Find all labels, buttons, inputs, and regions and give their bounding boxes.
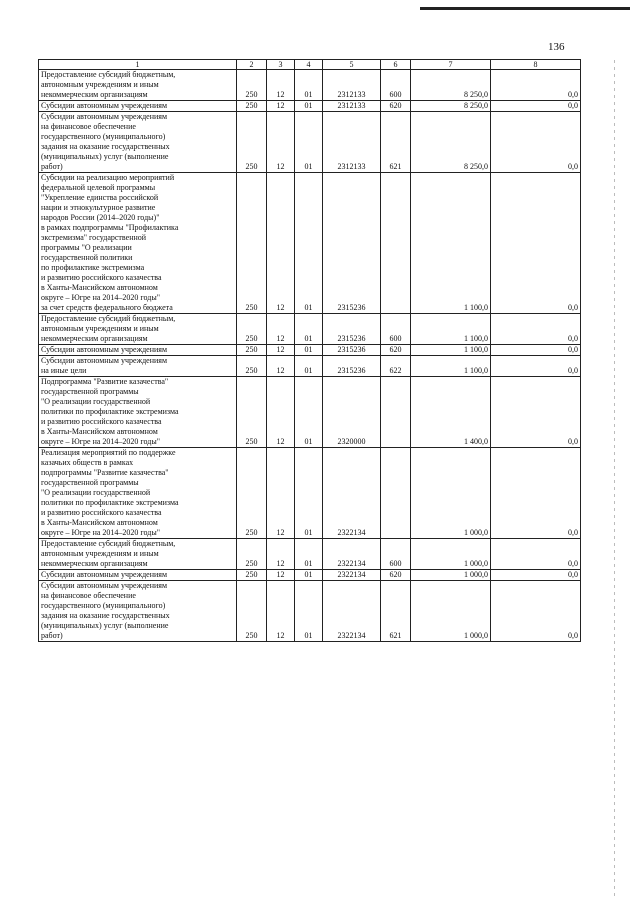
column-header: 5: [323, 60, 381, 70]
cell-target-article: 2312133: [323, 70, 381, 101]
cell-subsection: 01: [295, 581, 323, 642]
table-row: [39, 345, 581, 356]
cell-amount: 1 100,0: [411, 314, 491, 345]
cell-admin-code: 250: [237, 539, 267, 570]
cell-amount: 8 250,0: [411, 70, 491, 101]
row-name: Предоставление субсидий бюджетным, автономным учреждениям и иным некоммерческим организациям: [39, 70, 237, 101]
cell-amount: 1 400,0: [411, 377, 491, 448]
table-row: [39, 112, 581, 173]
cell-amount-federal: 0,0: [491, 101, 581, 112]
row-name: Субсидии автономным учреждениям: [39, 570, 237, 581]
cell-amount: 1 100,0: [411, 345, 491, 356]
row-name: Субсидии автономным учреждениям на иные цели: [39, 356, 237, 377]
row-name: Субсидии автономным учреждениям на финансовое обеспечение государственного (муниципального) задания на оказание государственных (муниципальных) услуг (выполнение работ): [39, 112, 237, 173]
cell-expense-type: 600: [381, 70, 411, 101]
cell-target-article: 2320000: [323, 377, 381, 448]
cell-target-article: 2315236: [323, 173, 381, 314]
cell-amount: 1 000,0: [411, 581, 491, 642]
cell-admin-code: 250: [237, 345, 267, 356]
cell-target-article: 2322134: [323, 570, 381, 581]
cell-section: 12: [267, 345, 295, 356]
cell-section: 12: [267, 101, 295, 112]
cell-admin-code: 250: [237, 173, 267, 314]
cell-section: 12: [267, 112, 295, 173]
column-header: 8: [491, 60, 581, 70]
cell-amount: 1 100,0: [411, 356, 491, 377]
page-number: 136: [548, 41, 565, 53]
cell-subsection: 01: [295, 173, 323, 314]
scan-edge: [614, 60, 615, 900]
cell-amount-federal: 0,0: [491, 112, 581, 173]
cell-admin-code: 250: [237, 356, 267, 377]
cell-amount: 1 000,0: [411, 448, 491, 539]
table-row: [39, 377, 581, 448]
cell-expense-type: [381, 377, 411, 448]
cell-subsection: 01: [295, 539, 323, 570]
cell-section: 12: [267, 356, 295, 377]
cell-expense-type: 621: [381, 581, 411, 642]
cell-expense-type: 621: [381, 112, 411, 173]
cell-amount: 8 250,0: [411, 112, 491, 173]
column-header: 4: [295, 60, 323, 70]
table-row: [39, 314, 581, 345]
row-name: Субсидии автономным учреждениям: [39, 101, 237, 112]
table-row: [39, 581, 581, 642]
cell-target-article: 2312133: [323, 101, 381, 112]
cell-target-article: 2312133: [323, 112, 381, 173]
cell-amount-federal: 0,0: [491, 448, 581, 539]
cell-expense-type: 620: [381, 101, 411, 112]
cell-expense-type: [381, 448, 411, 539]
cell-amount-federal: 0,0: [491, 345, 581, 356]
cell-admin-code: 250: [237, 448, 267, 539]
cell-section: 12: [267, 70, 295, 101]
cell-target-article: 2315236: [323, 356, 381, 377]
cell-subsection: 01: [295, 70, 323, 101]
row-name: Подпрограмма "Развитие казачества" государственной программы "О реализации государственной политики по профилактике экстремизма и развитию российского казачества в Ханты-Мансийском автономном округе – Югре на 2014–2020 годы": [39, 377, 237, 448]
cell-subsection: 01: [295, 377, 323, 448]
top-rule: [420, 7, 630, 10]
cell-admin-code: 250: [237, 581, 267, 642]
table-row: [39, 539, 581, 570]
cell-admin-code: 250: [237, 101, 267, 112]
cell-amount-federal: 0,0: [491, 70, 581, 101]
cell-admin-code: 250: [237, 112, 267, 173]
cell-amount-federal: 0,0: [491, 314, 581, 345]
table-row: [39, 570, 581, 581]
cell-expense-type: 620: [381, 570, 411, 581]
cell-subsection: 01: [295, 570, 323, 581]
cell-amount: 1 000,0: [411, 570, 491, 581]
cell-target-article: 2322134: [323, 448, 381, 539]
column-header: 3: [267, 60, 295, 70]
cell-section: 12: [267, 314, 295, 345]
cell-section: 12: [267, 570, 295, 581]
cell-amount-federal: 0,0: [491, 581, 581, 642]
cell-subsection: 01: [295, 448, 323, 539]
cell-amount: 1 100,0: [411, 173, 491, 314]
cell-section: 12: [267, 581, 295, 642]
budget-table: [38, 59, 581, 642]
cell-section: 12: [267, 539, 295, 570]
cell-section: 12: [267, 448, 295, 539]
cell-amount-federal: 0,0: [491, 570, 581, 581]
cell-admin-code: 250: [237, 314, 267, 345]
row-name: Предоставление субсидий бюджетным, автономным учреждениям и иным некоммерческим организациям: [39, 539, 237, 570]
cell-target-article: 2315236: [323, 345, 381, 356]
cell-expense-type: 600: [381, 314, 411, 345]
cell-subsection: 01: [295, 101, 323, 112]
cell-section: 12: [267, 173, 295, 314]
cell-amount: 8 250,0: [411, 101, 491, 112]
cell-amount-federal: 0,0: [491, 539, 581, 570]
cell-subsection: 01: [295, 314, 323, 345]
column-header: 2: [237, 60, 267, 70]
cell-subsection: 01: [295, 356, 323, 377]
cell-subsection: 01: [295, 112, 323, 173]
row-name: Субсидии автономным учреждениям на финансовое обеспечение государственного (муниципального) задания на оказание государственных (муниципальных) услуг (выполнение работ): [39, 581, 237, 642]
column-header: 1: [39, 60, 237, 70]
cell-expense-type: 600: [381, 539, 411, 570]
cell-amount: 1 000,0: [411, 539, 491, 570]
column-header: 7: [411, 60, 491, 70]
row-name: Предоставление субсидий бюджетным, автономным учреждениям и иным некоммерческим организациям: [39, 314, 237, 345]
column-header: 6: [381, 60, 411, 70]
cell-section: 12: [267, 377, 295, 448]
table-row: [39, 448, 581, 539]
cell-admin-code: 250: [237, 570, 267, 581]
column-header-row: [39, 60, 581, 70]
cell-amount-federal: 0,0: [491, 173, 581, 314]
cell-target-article: 2322134: [323, 539, 381, 570]
cell-admin-code: 250: [237, 70, 267, 101]
row-name: Реализация мероприятий по поддержке казачьих обществ в рамках подпрограммы "Развитие казачества" государственной программы "О реализации государственной политики по профилактике экстремизма и развитию российского казачества в Ханты-Мансийском автономном округе – Югре на 2014–2020 годы": [39, 448, 237, 539]
cell-target-article: 2322134: [323, 581, 381, 642]
row-name: Субсидии автономным учреждениям: [39, 345, 237, 356]
row-name: Субсидии на реализацию мероприятий федеральной целевой программы "Укрепление единства российской нации и этнокультурное развитие народов России (2014–2020 годы)" в рамках подпрограммы "Профилактика экстремизма" государственной программы "О реализации государственной политики по профилактике экстремизма и развитию российского казачества в Ханты-Мансийском автономном округе – Югре на 2014–2020 годы" за счет средств федерального бюджета: [39, 173, 237, 314]
cell-amount-federal: 0,0: [491, 377, 581, 448]
cell-admin-code: 250: [237, 377, 267, 448]
table-row: [39, 173, 581, 314]
cell-expense-type: [381, 173, 411, 314]
table-row: [39, 101, 581, 112]
cell-expense-type: 622: [381, 356, 411, 377]
cell-expense-type: 620: [381, 345, 411, 356]
table-row: [39, 356, 581, 377]
cell-subsection: 01: [295, 345, 323, 356]
cell-target-article: 2315236: [323, 314, 381, 345]
cell-amount-federal: 0,0: [491, 356, 581, 377]
table-row: [39, 70, 581, 101]
